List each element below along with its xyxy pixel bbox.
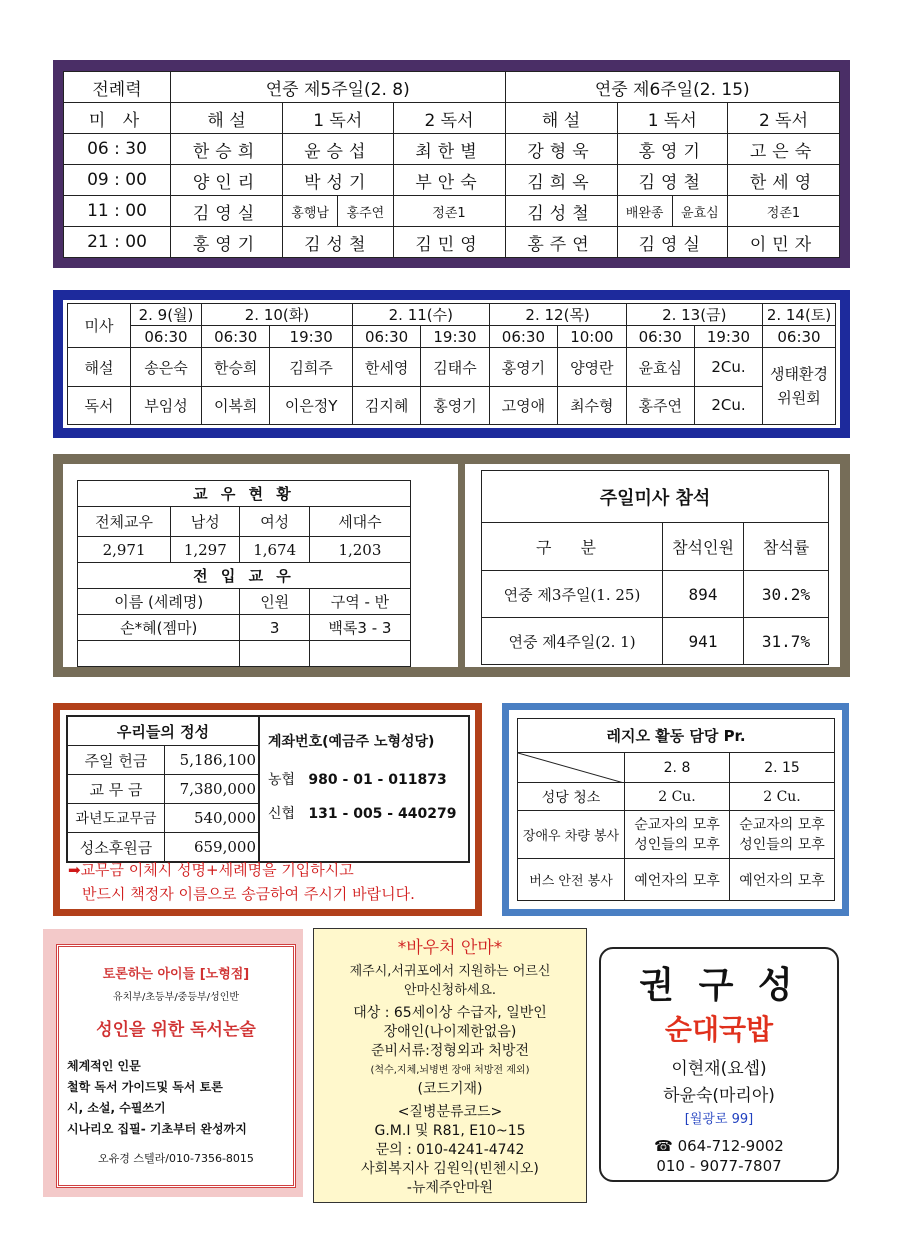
table-cell: 한승희: [171, 134, 283, 165]
restaurant-address: [월광로 99]: [684, 1112, 754, 1127]
restaurant-owner: 이현재(요셉): [671, 1059, 767, 1079]
table-cell: [78, 641, 240, 667]
ad-line: 시나리오 집필- 기초부터 완성까지: [67, 1122, 247, 1136]
table-cell: 1,297: [171, 537, 240, 563]
table-header: 참석률: [744, 523, 829, 571]
commentary-header: 해 설: [505, 103, 617, 134]
table-cell: 최한별: [393, 134, 505, 165]
offering-label: 교 무 금: [67, 775, 165, 804]
voucher-line: 문의 : 010-4241-4742: [375, 1142, 525, 1158]
ad-contact: 오유경 스텔라/010-7356-8015: [98, 1152, 254, 1165]
table-cell: 한세영: [352, 348, 420, 386]
mass-time: 06:30: [352, 326, 420, 348]
voucher-line: 장애인(나이제한없음): [383, 1024, 517, 1040]
table-cell: [240, 641, 309, 667]
sunday-schedule-panel: [53, 60, 850, 268]
legio-task: 장애우 차량 봉사: [518, 811, 625, 859]
stats-panel: [53, 454, 850, 677]
weekday-schedule-inner: [63, 300, 840, 428]
week5-title: 연중 제5주일(2. 8): [171, 72, 506, 103]
voucher-line: 대상 : 65세이상 수급자, 일반인: [353, 1005, 547, 1021]
table-header: 이름 (세례명): [78, 589, 240, 615]
table-cell: 이복희: [202, 386, 270, 424]
table-header: 구역 - 반: [309, 589, 410, 615]
table-cell: 김성철: [283, 227, 394, 258]
note-line: 반드시 책정자 이름으로 송금하여 주시기 바랍니다.: [82, 885, 415, 903]
reading2-header: 2 독서: [728, 103, 840, 134]
commentary-label: 해설: [68, 348, 131, 386]
account-number: 980 - 01 - 011873: [308, 772, 447, 788]
bank-name: 신협: [268, 806, 296, 822]
reading-academy-ad: [43, 929, 303, 1197]
legio-task: 성당 청소: [518, 783, 625, 811]
table-cell: 이은정Y: [270, 386, 352, 424]
reading1-header: 1 독서: [617, 103, 728, 134]
restaurant-phone: ☎ 064-712-9002: [654, 1137, 784, 1155]
day-date: 2. 11(수): [352, 304, 489, 326]
mass-time: 06:30: [763, 326, 836, 348]
table-cell: 김성철: [505, 196, 617, 227]
table-cell: 1,674: [240, 537, 309, 563]
weekday-schedule-panel: [53, 290, 850, 438]
table-cell: 홍행남: [283, 196, 338, 227]
table-cell: 30.2%: [744, 571, 829, 618]
voucher-line: 제주시,서귀포에서 지원하는 어르신: [349, 964, 551, 979]
legio-cell: 2 Cu.: [625, 783, 730, 811]
table-cell: 정존1: [728, 196, 840, 227]
table-cell: 이민자: [728, 227, 840, 258]
table-cell: 김영철: [617, 165, 728, 196]
mass-time: 21 : 00: [64, 227, 171, 258]
day-date: 2. 9(월): [131, 304, 202, 326]
weekday-schedule-table: [67, 303, 836, 425]
offering-table: [66, 715, 470, 863]
legio-cell: 2 Cu.: [730, 783, 835, 811]
table-cell: 홍주연: [338, 196, 393, 227]
attendance-section: [465, 464, 840, 667]
reading-label: 독서: [68, 386, 131, 424]
voucher-line: (척수,지체,뇌병변 장애 처방전 제외): [370, 1065, 530, 1076]
ad-lines: [67, 1056, 293, 1140]
ad-frame: [56, 944, 296, 1188]
ad-line: 체계적인 인문: [67, 1059, 141, 1073]
offering-panel: [53, 703, 482, 916]
table-cell: 박성기: [283, 165, 394, 196]
voucher-line: -뉴제주안마원: [406, 1180, 494, 1196]
table-cell: 송은숙: [131, 348, 202, 386]
saturday-group: 생태환경 위원회: [763, 348, 836, 425]
offering-amount: 540,000: [165, 804, 260, 833]
table-cell: 한세영: [728, 165, 840, 196]
legio-cell: 순교자의 모후 성인들의 모후: [730, 811, 835, 859]
ad-line: 시, 소설, 수필쓰기: [67, 1101, 166, 1115]
mass-time: 10:00: [558, 326, 626, 348]
voucher-line: 사회복지사 김원익(빈첸시오): [361, 1161, 539, 1177]
mass-time: 06:30: [489, 326, 557, 348]
table-cell: 한승희: [202, 348, 270, 386]
table-cell: 연중 제3주일(1. 25): [482, 571, 663, 618]
voucher-line: G.M.I 및 R81, E10~15: [374, 1123, 526, 1139]
voucher-line: <질병분류코드>: [397, 1104, 503, 1120]
members-title: 교 우 현 황: [78, 481, 411, 507]
attendance-table: [481, 470, 829, 665]
table-cell: 고은숙: [728, 134, 840, 165]
mass-time: 09 : 00: [64, 165, 171, 196]
legio-cell: 예언자의 모후: [625, 859, 730, 901]
table-cell: 윤효심: [672, 196, 727, 227]
mass-header: 미 사: [64, 103, 171, 134]
table-cell: 김태수: [421, 348, 489, 386]
table-header: 남성: [171, 507, 240, 537]
table-cell: 최수형: [558, 386, 626, 424]
table-cell: 홍영기: [489, 348, 557, 386]
sunday-schedule-table: [63, 71, 840, 258]
voucher-line: (코드기재): [417, 1081, 483, 1097]
table-cell: 김민영: [393, 227, 505, 258]
legio-title: 레지오 활동 담당 Pr.: [518, 719, 835, 753]
table-cell: 894: [663, 571, 744, 618]
legio-task: 버스 안전 봉사: [518, 859, 625, 901]
ad-line: 철학 독서 가이드및 독서 토론: [67, 1080, 223, 1094]
legio-inner: [509, 710, 842, 909]
restaurant-dish: 순대국밥: [664, 1013, 774, 1046]
day-date: 2. 13(금): [626, 304, 762, 326]
legio-cell: 순교자의 모후 성인들의 모후: [625, 811, 730, 859]
table-cell: 부임성: [131, 386, 202, 424]
offering-label: 성소후원금: [67, 833, 165, 863]
table-cell: 강형욱: [505, 134, 617, 165]
offering-note: [68, 858, 476, 906]
table-cell: 2Cu.: [694, 386, 762, 424]
restaurant-phone: 010 - 9077-7807: [656, 1157, 782, 1175]
table-cell: 홍주연: [626, 386, 694, 424]
voucher-title: *바우처 안마*: [397, 938, 503, 958]
ad-title: 토론하는 아이들 [노형점]: [102, 967, 250, 982]
legio-panel: [502, 703, 849, 916]
mass-label: 미사: [68, 304, 131, 348]
ad-grades: 유치부/초등부/중등부/성인반: [112, 992, 240, 1003]
week6-title: 연중 제6주일(2. 15): [505, 72, 840, 103]
table-cell: 홍영기: [421, 386, 489, 424]
table-header: 여성: [240, 507, 309, 537]
mass-time: 19:30: [694, 326, 762, 348]
offering-label: 과년도교무금: [67, 804, 165, 833]
note-line: ➡교무금 이체시 성명+세례명을 기입하시고: [68, 861, 354, 879]
restaurant-ad: [599, 947, 839, 1182]
table-cell: 손*혜(젬마): [78, 615, 240, 641]
offering-amount: 7,380,000: [165, 775, 260, 804]
account-section: [259, 716, 469, 862]
table-cell: 부안숙: [393, 165, 505, 196]
table-cell: 윤승섭: [283, 134, 394, 165]
ad-headline: 성인을 위한 독서논술: [96, 1020, 256, 1040]
table-cell: 김영실: [171, 196, 283, 227]
table-cell: 고영애: [489, 386, 557, 424]
voucher-line: 준비서류:정형외과 처방전: [371, 1043, 529, 1059]
diagonal-cell: [518, 753, 625, 783]
table-header: 참석인원: [663, 523, 744, 571]
mass-time: 06:30: [626, 326, 694, 348]
offering-amount: 659,000: [165, 833, 260, 863]
mass-time: 11 : 00: [64, 196, 171, 227]
restaurant-owner: 하윤숙(마리아): [663, 1086, 775, 1106]
table-cell: 양인리: [171, 165, 283, 196]
voucher-body: [314, 962, 586, 1198]
reading1-header: 1 독서: [283, 103, 394, 134]
account-row: [268, 769, 468, 789]
offering-label: 주일 헌금: [67, 746, 165, 775]
table-cell: 김영실: [617, 227, 728, 258]
members-section: [63, 464, 458, 667]
table-cell: 2Cu.: [694, 348, 762, 386]
account-row: [268, 803, 468, 823]
legio-date: 2. 15: [730, 753, 835, 783]
reading2-header: 2 독서: [393, 103, 505, 134]
table-cell: 홍주연: [505, 227, 617, 258]
table-cell: 정존1: [393, 196, 505, 227]
legio-table: [517, 718, 835, 901]
mass-time: 19:30: [421, 326, 489, 348]
table-cell: 941: [663, 618, 744, 665]
table-cell: 2,971: [78, 537, 171, 563]
bank-name: 농협: [268, 772, 296, 788]
day-date: 2. 10(화): [202, 304, 353, 326]
newcomer-title: 전 입 교 우: [78, 563, 411, 589]
offering-inner: [60, 710, 475, 909]
table-cell: 홍영기: [171, 227, 283, 258]
commentary-header: 해 설: [171, 103, 283, 134]
table-cell: 3: [240, 615, 309, 641]
table-header: 세대수: [309, 507, 410, 537]
table-cell: 김지혜: [352, 386, 420, 424]
attendance-title: 주일미사 참석: [482, 471, 829, 523]
mass-time: 19:30: [270, 326, 352, 348]
offering-amount: 5,186,100: [165, 746, 260, 775]
table-cell: 김희옥: [505, 165, 617, 196]
account-number: 131 - 005 - 440279: [308, 806, 457, 822]
table-header: 인원: [240, 589, 309, 615]
restaurant-name: 권 구 성: [639, 965, 799, 1006]
table-cell: 김희주: [270, 348, 352, 386]
voucher-massage-ad: [313, 928, 587, 1203]
table-cell: 백록3 - 3: [309, 615, 410, 641]
legio-cell: 예언자의 모후: [730, 859, 835, 901]
voucher-line: 안마신청하세요.: [403, 983, 497, 998]
table-cell: 홍영기: [617, 134, 728, 165]
mass-time: 06:30: [131, 326, 202, 348]
offering-title: 우리들의 정성: [67, 716, 259, 746]
legio-date: 2. 8: [625, 753, 730, 783]
mass-time: 06 : 30: [64, 134, 171, 165]
table-header: 전체교우: [78, 507, 171, 537]
day-date: 2. 14(토): [763, 304, 836, 326]
account-title: 계좌번호(예금주 노형성당): [268, 734, 435, 750]
members-table: [77, 480, 411, 667]
sunday-schedule-inner: [63, 71, 840, 257]
mass-time: 06:30: [202, 326, 270, 348]
table-cell: 연중 제4주일(2. 1): [482, 618, 663, 665]
table-header: 구 분: [482, 523, 663, 571]
day-date: 2. 12(목): [489, 304, 626, 326]
table-cell: 윤효심: [626, 348, 694, 386]
table-cell: 31.7%: [744, 618, 829, 665]
table-cell: [309, 641, 410, 667]
diagonal-line: [518, 753, 624, 783]
table-cell: 양영란: [558, 348, 626, 386]
liturgy-header: 전례력: [64, 72, 171, 103]
table-cell: 1,203: [309, 537, 410, 563]
table-cell: 배완종: [617, 196, 672, 227]
